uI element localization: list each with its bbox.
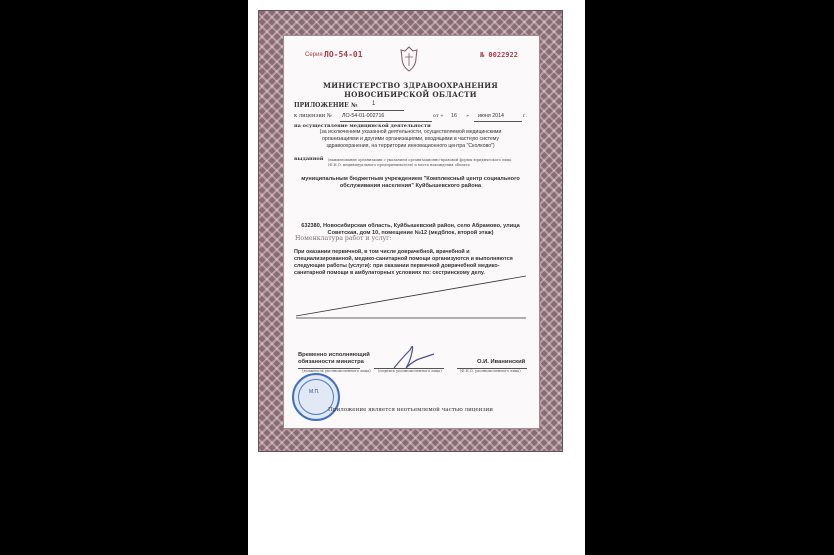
signature-image xyxy=(388,338,438,372)
signer-name: О.И. Иванинский xyxy=(477,359,526,365)
strikeout-lines xyxy=(292,270,528,322)
official-stamp xyxy=(292,373,340,421)
appendix-number: 1 xyxy=(372,101,376,107)
date-day: 16 xyxy=(451,113,457,119)
works-line: специализированной, медико-санитарной помощи организуются и выполняются xyxy=(294,256,513,262)
document-page xyxy=(248,0,585,555)
issued-hint-2: (Ф.И.О. индивидуального предпринимателя) и места нахождения объекта xyxy=(328,163,470,167)
organization-line-2: обслуживания населения" Куйбышевского района xyxy=(339,183,482,189)
nomenclature-stamp: Номенклатура работ и услуг: xyxy=(295,235,392,242)
signer-title-1: Временно исполняющий xyxy=(298,352,370,358)
license-label: к лицензии № xyxy=(294,113,332,119)
license-number: ЛО-54-01-002716 xyxy=(342,113,385,119)
hint-fio: (Ф.И.О. уполномоченного лица) xyxy=(460,369,521,373)
series-number: ЛО-54-01 xyxy=(324,50,363,59)
footer-note: Приложение является неотъемлемой частью лицензии xyxy=(328,407,493,413)
stamp-mp: М.П. xyxy=(309,389,320,395)
hint-position: (должность уполномоченного лица) xyxy=(302,369,371,373)
issued-hint-1: (наименование организации с указанием организационно-правовой формы юридического лица xyxy=(328,158,512,162)
date-from: от « xyxy=(433,113,444,119)
activity-line: организациями и другими организациями, входящими в частную систему xyxy=(321,136,500,142)
ministry-title-1: МИНИСТЕРСТВО ЗДРАВООХРАНЕНИЯ xyxy=(322,81,499,90)
coat-of-arms-icon xyxy=(398,46,420,72)
date-month: июня 2014 xyxy=(478,113,504,119)
series-label: Серия xyxy=(305,52,323,58)
hint-signature: (подпись уполномоченного лица) xyxy=(378,369,442,373)
date-mid: » xyxy=(466,113,470,119)
address-line-1: 632380, Новосибирская область, Куйбышевский район, село Абрамово, улица xyxy=(301,223,520,229)
activity-line: (за исключением указанной деятельности, осуществляемой медицинскими xyxy=(319,129,502,135)
issued-label: выданной xyxy=(294,156,324,162)
activity-label: на осуществление медицинской деятельности xyxy=(294,123,431,129)
signer-title-2: обязанности министра xyxy=(298,359,364,365)
ministry-title-2: НОВОСИБИРСКОЙ ОБЛАСТИ xyxy=(344,90,477,99)
appendix-label: ПРИЛОЖЕНИЕ № xyxy=(294,102,358,109)
form-number: № 0022922 xyxy=(480,51,518,59)
date-suffix: г. xyxy=(523,113,528,119)
works-line: следующие работы (услуги): при оказании первичной доврачебной медико- xyxy=(294,263,500,269)
organization-line-1: муниципальным бюджетным учреждением "Комплексный центр социального xyxy=(301,176,520,182)
works-line: санитарной помощи в амбулаторных условиях по: сестринскому делу. xyxy=(294,270,485,276)
works-line: При оказании первичной, в том числе доврачебной, врачебной и xyxy=(294,249,470,255)
activity-line: здравоохранения, на территории инновационного центра "Сколково") xyxy=(326,143,495,149)
address-line-2: Советская, дом 10, помещение №12 (медблок, второй этаж) xyxy=(327,230,494,236)
